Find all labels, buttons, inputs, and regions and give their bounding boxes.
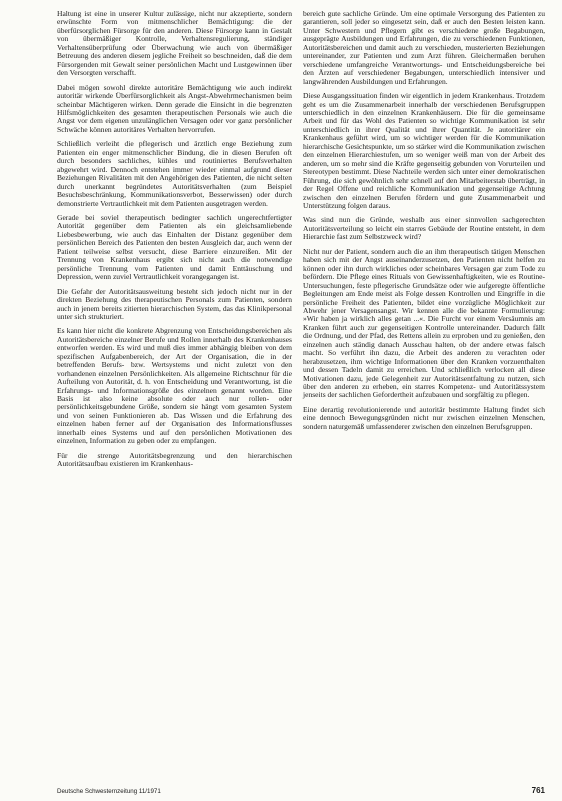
- paragraph: Diese Ausgangssituation finden wir eigentlich in jedem Krankenhaus. Trotzdem geht es um die Zusammenarbeit innerhalb der verschiedenen Berufsgruppen unterschiedlich in den einzelnen Krankenhäusern. Die für die gemeinsame Arbeit und für das Wohl des Patienten so wichtige Kommunikation ist sehr unterschiedlich in ihrer Qualität und ihrer Quantität. Je autoritärer ein Krankenhaus geführt wird, um so wichtiger werden für die Kommunikation hierarchische Gesichtspunkte, um so stärker wird die Kommunikation zwischen den einzelnen Hierarchiestufen, um so weniger weiß man von der Arbeit des anderen, um so mehr sind die Kräfte gegenseitig gebunden von Vorurteilen und Stereotypen bestimmt. Diese Nachteile werden sich unter einer demokratischen Führung, die sich gewöhnlich sehr schnell auf den Mitarbeiterstab überträgt, in der Regel Offene und reichliche Kommunikation und gegenseitige Achtung zwischen den einzelnen Berufen fördern und gute Zusammenarbeit und Unterstützung folgen daraus.: [303, 91, 545, 210]
- journal-reference: Deutsche Schwesternzeitung 11/1971: [57, 788, 161, 795]
- paragraph: bereich gute sachliche Gründe. Um eine optimale Versorgung des Patienten zu garantieren, soll jeder so eingesetzt sein, daß er auch den Besten leisten kann. Unter Schwestern und Pflegern gibt es verschiedene große Begabungen, ausgeprägte Ausbildungen und Erfahrungen, die zu verschiedenen Funktionen, Autoritätsbereichen und damit auch zu verschieden, musterierten Beziehungen untereinander, zur Patienten und zum Arzt führen. Gleichermaßen beruhen verschiedene umfangreiche Verantwortungs- und Entscheidungsbereiche bei den Ärzten auf verschiedener Begabungen, unterschiedlich intensiver und langwährenden Ausbildungen und Erfahrungen.: [303, 9, 545, 86]
- paragraph: Nicht nur der Patient, sondern auch die an ihm therapeutisch tätigen Menschen haben sich mit der Angst auseinanderzusetzen, den Patienten nicht helfen zu können oder ihn durch wirkliches oder scheinbares Versagen gar zum Tode zu befördern. Die Pflege eines Rituals von Gewissenhaftigkeiten, wie es Routine-Untersuchungen, feste pflegerische Grundsätze oder wie aufgeregte öffentliche Begleitungen am Ende meist als Folge dessen Kontrollen und Eingriffe in die persönliche Freiheit des Patienten, bildet eine vorzügliche Möglichkeit zur Abwehr jener Versagensangst. Wir kennen alle die bekannte Formulierung: »Wir haben ja wirklich alles getan ...«. Die Furcht vor einem Versäumnis am Kranken führt auch zur gegenseitigen Kontrolle untereinander. Dadurch fällt die Ordnung, und der Pfad, des Rettens allein zu erproben und zu genießen, den einzelnen auch ständig danach Ausschau halten, ob der andere etwas falsch macht. So verführt ihn dazu, die Arbeit des anderen zu verachten oder herabzusetzen, ihm wichtige Informationen über den Kranken vorzuenthalten und dessen Tadeln damit zu erreichen. Und schließlich verlocken all diese Motivationen dazu, jede Gelegenheit zur Autoritätsentfaltung zu nutzen, sich über den anderen zu erheben, ein starres Kompetenz- und Autoritätssystem jenseits der sachlichen Gefordertheit aufzubauen und sorgfältig zu pflegen.: [303, 246, 545, 400]
- left-text-column: [57, 10, 292, 475]
- paragraph: Was sind nun die Gründe, weshalb aus einer sinnvollen sachgerechten Autoritätsverteilung so leicht ein starres Gebäude der Routine entsteht, in dem Hierarchie fast zum Selbstzweck wird?: [303, 215, 545, 242]
- paragraph: Die Gefahr der Autoritätsausweitung besteht sich jedoch nicht nur in der direkten Beziehung des therapeutischen Personals zum Patienten, sondern auch in jenem bereits zitierten hierarchischen System, das das Klinikpersonal unter sich strukturiert.: [57, 286, 292, 321]
- paragraph: Haltung ist eine in unserer Kultur zulässige, nicht nur akzeptierte, sondern erwünschte Form von mitmenschlicher Bemächtigung: die der überfürsorglichen Fürsorge für den anderen. Diese Fürsorge kann in Gestalt von übermäßiger Kontrolle, Verhaltensregulierung, ständiger Verhaltensüberprüfung oder Überwachung wie auch von übermäßiger Betreuung des anderen diesem jegliche Freiheit so beschneiden, daß die dem Fürsorgenden mit Gewalt seiner persönlichen Macht und Lustgewinnen über den Versorgten verschafft.: [57, 9, 292, 78]
- paragraph: Schließlich verleiht die pflegerisch und ärztlich enge Beziehung zum Patienten ein enger mitmenschlicher Bindung, die in diesen Berufen oft durch besonders sachliches, kühles und routiniertes Berufsverhalten abgewehrt wird. Dennoch entstehen immer wieder einmal aufgrund dieser Beziehungen Rivalitäten mit den Angehörigen des Patienten, die nicht selten durch unerkannt begründetes Autoritätsverhalten (zum Beispiel Besuchsbeschränkung, Kommunikationsverbot, Besserwissen) oder durch demonstrierte Vertrautlichkeit mit dem Patienten ausgetragen werden.: [57, 139, 292, 208]
- right-text-column: [303, 10, 545, 437]
- paragraph: Für die strenge Autoritätsbegrenzung und den hierarchischen Autoritätsaufbau existieren im Krankenhaus-: [57, 450, 292, 469]
- paragraph: Es kann hier nicht die konkrete Abgrenzung von Entscheidungsbereichen als Autoritätsbereiche einzelner Berufe und Rollen innerhalb des Krankenhauses entworfen werden. Es wird und muß dies immer abhängig bleiben von dem spezifischen Aufgabenbereich, der Art der Organisation, die in der betreffenden Berufs- bzw. Wertsystems und nicht zuletzt von den vorhandenen einzelnen Persönlichkeiten. Als allgemeine Richtschnur für die Aufteilung von Autorität, d. h. von Entscheidung und Verantwortung, ist die Erfahrungs- und Informationsgröße des einzelnen genannt worden. Eine Basis ist also keine absolute oder auch nur rollen- oder persönlichkeitsgebundene Größe, sondern sie hängt vom gesamten System und von seinen Funktionieren ab. Das Wissen und die Erfahrung des einzelnen haben ferner auf der Organisation des Informationsflusses innerhalb eines Systems und auf den persönlichen Motivationen des einzelnen, Information zu geben oder zu empfangen.: [57, 326, 292, 446]
- paragraph: Eine derartig revolutionierende und autoritär bestimmte Haltung findet sich eine dennoch Bewegungsgründen nicht nur zwischen einzelnen Menschen, sondern naturgemäß umfassenderer zwischen den einzelnen Berufsgruppen.: [303, 404, 545, 431]
- page-footer: [57, 786, 545, 795]
- paragraph: Dabei mögen sowohl direkte autoritäre Bemächtigung wie auch indirekt autoritär wirkende Überfürsorglichkeit als Angst-Abwehrmechanismen beim scheinbar Mächtigeren wirken. Denn gerade die Einsicht in die begrenzten Hilfsmöglichkeiten des gesamten therapeutischen Personals wie auch die Angst vor dem eigenen unzulänglichen Versagen oder vor ganz persönlicher Schwäche können autoritäres Verhalten hervorrufen.: [57, 82, 292, 134]
- page-number: 761: [531, 786, 545, 795]
- paragraph: Gerade bei soviel therapeutisch bedingter sachlich ungerechtfertigter Autorität gegenüber dem Patienten als ein gleichsamliebende Liebesbewerbung, wie auch das Einhalten der Distanz gegenüber dem persönlichen Bereich des Patienten den besten Ausgleich dar, auch wenn der Patient teilweise selbst versucht, diese Barriere einzureißen. Mit der Trennung von Krankenhaus ergibt sich nicht auch die notwendige persönliche Trennung vom Patienten und damit Enttäuschung und Depression, wenn zuviel Vertrautlichkeit vorangegangen ist.: [57, 212, 292, 282]
